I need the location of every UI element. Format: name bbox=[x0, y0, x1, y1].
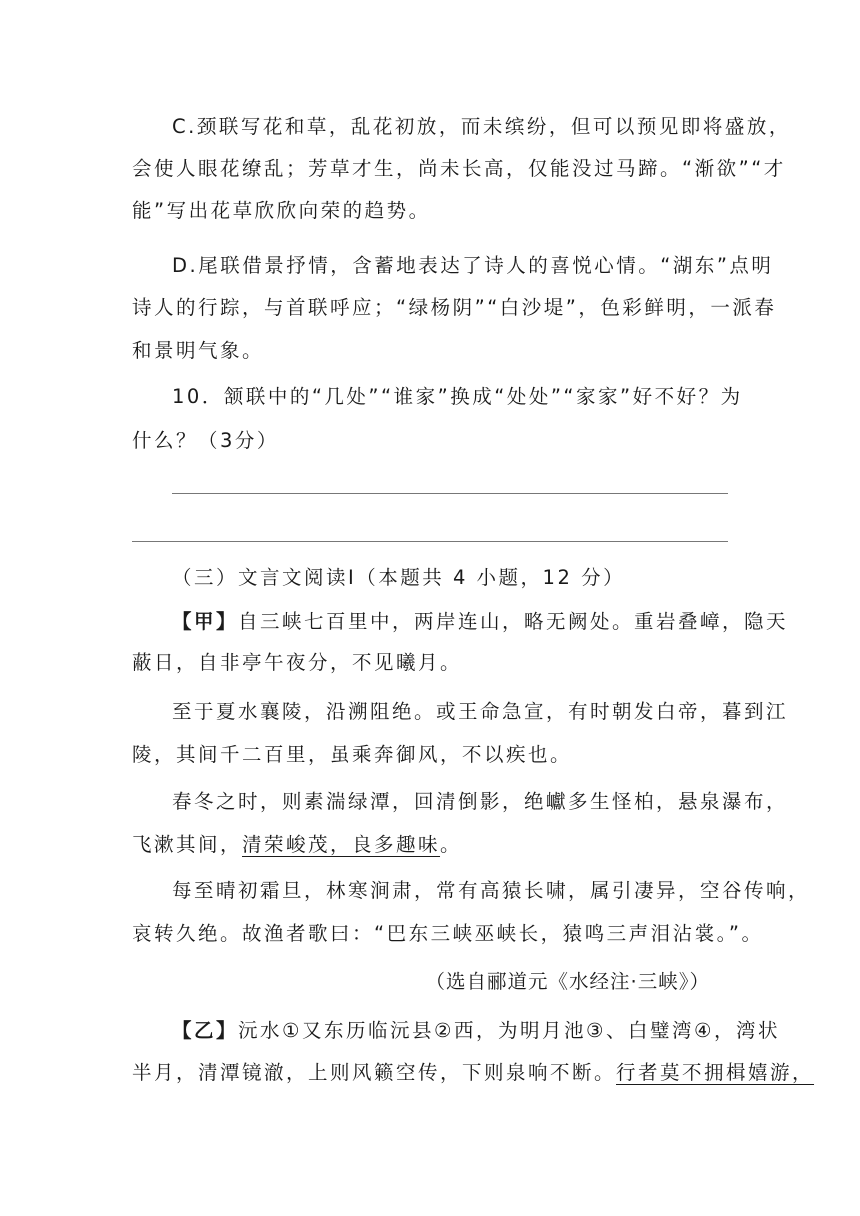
passage-yi-line-2 bbox=[132, 1058, 815, 1088]
option-c-line-2: 会使人眼花缭乱；芳草才生，尚未长高，仅能没过马蹄。“渐欲”“才 bbox=[132, 157, 786, 180]
option-d-line-3: 和景明气象。 bbox=[132, 339, 265, 362]
passage-yi-text: 沅水①又东历临沅县②西，为明月池③、白璧湾④，湾状 bbox=[238, 1019, 780, 1042]
passage-yi-text-2: 半月，清潭镜澈，上则风籁空传，下则泉响不断。 bbox=[132, 1061, 617, 1084]
passage-jia-source: （选自郦道元《水经注·三峡》） bbox=[425, 970, 710, 993]
passage-jia-p1-line-2: 蔽日，自非亭午夜分，不见曦月。 bbox=[132, 651, 463, 674]
underlined-sentence: 行者莫不拥楫嬉游， bbox=[616, 1061, 815, 1084]
question-10-line-2: 什么？（3分） bbox=[132, 429, 279, 452]
passage-jia-p1-line-1 bbox=[172, 607, 789, 637]
passage-jia-p2-line-2: 陵，其间千二百里，虽乘奔御风，不以疾也。 bbox=[132, 743, 573, 766]
section-heading: （三）文言文阅读Ⅰ（本题共 4 小题，12 分） bbox=[172, 566, 626, 589]
answer-line-1 bbox=[172, 493, 728, 494]
passage-yi-marker: 【乙】 bbox=[172, 1019, 239, 1042]
underlined-phrase: 清荣峻茂，良多趣味 bbox=[242, 833, 441, 856]
passage-jia-p1-text: 自三峡七百里中，两岸连山，略无阙处。重岩叠嶂，隐天 bbox=[238, 610, 789, 633]
option-c-line-3: 能”写出花草欣欣向荣的趋势。 bbox=[132, 199, 431, 222]
answer-line-2 bbox=[132, 541, 728, 542]
option-d-line-2: 诗人的行踪，与首联呼应；“绿杨阴”“白沙堤”，色彩鲜明，一派春 bbox=[132, 296, 777, 319]
question-10-line-1: 10．颔联中的“几处”“谁家”换成“处处”“家家”好不好？为 bbox=[172, 385, 743, 408]
passage-jia-p4-line-2: 哀转久绝。故渔者歌曰：“巴东三峡巫峡长，猿鸣三声泪沾裳。”。 bbox=[132, 922, 764, 945]
passage-jia-p3-end: 。 bbox=[440, 833, 463, 856]
option-c-line-1: C.颈联写花和草，乱花初放，而未缤纷，但可以预见即将盛放， bbox=[172, 115, 791, 138]
passage-jia-p3-line-2 bbox=[132, 830, 732, 860]
passage-jia-p4-line-1: 每至晴初霜旦，林寒涧肃，常有高猿长啸，属引凄异，空谷传响， bbox=[172, 879, 811, 902]
option-d-line-1: D.尾联借景抒情，含蓄地表达了诗人的喜悦心情。“湖东”点明 bbox=[172, 254, 774, 277]
passage-yi-line-1 bbox=[172, 1016, 780, 1046]
passage-jia-p3-text: 飞漱其间， bbox=[132, 833, 243, 856]
passage-jia-marker: 【甲】 bbox=[172, 610, 239, 633]
passage-jia-p2-line-1: 至于夏水襄陵，沿溯阻绝。或王命急宣，有时朝发白帝，暮到江 bbox=[172, 700, 789, 723]
passage-jia-p3-line-1: 春冬之时，则素湍绿潭，回清倒影，绝巘多生怪柏，悬泉瀑布， bbox=[172, 790, 789, 813]
